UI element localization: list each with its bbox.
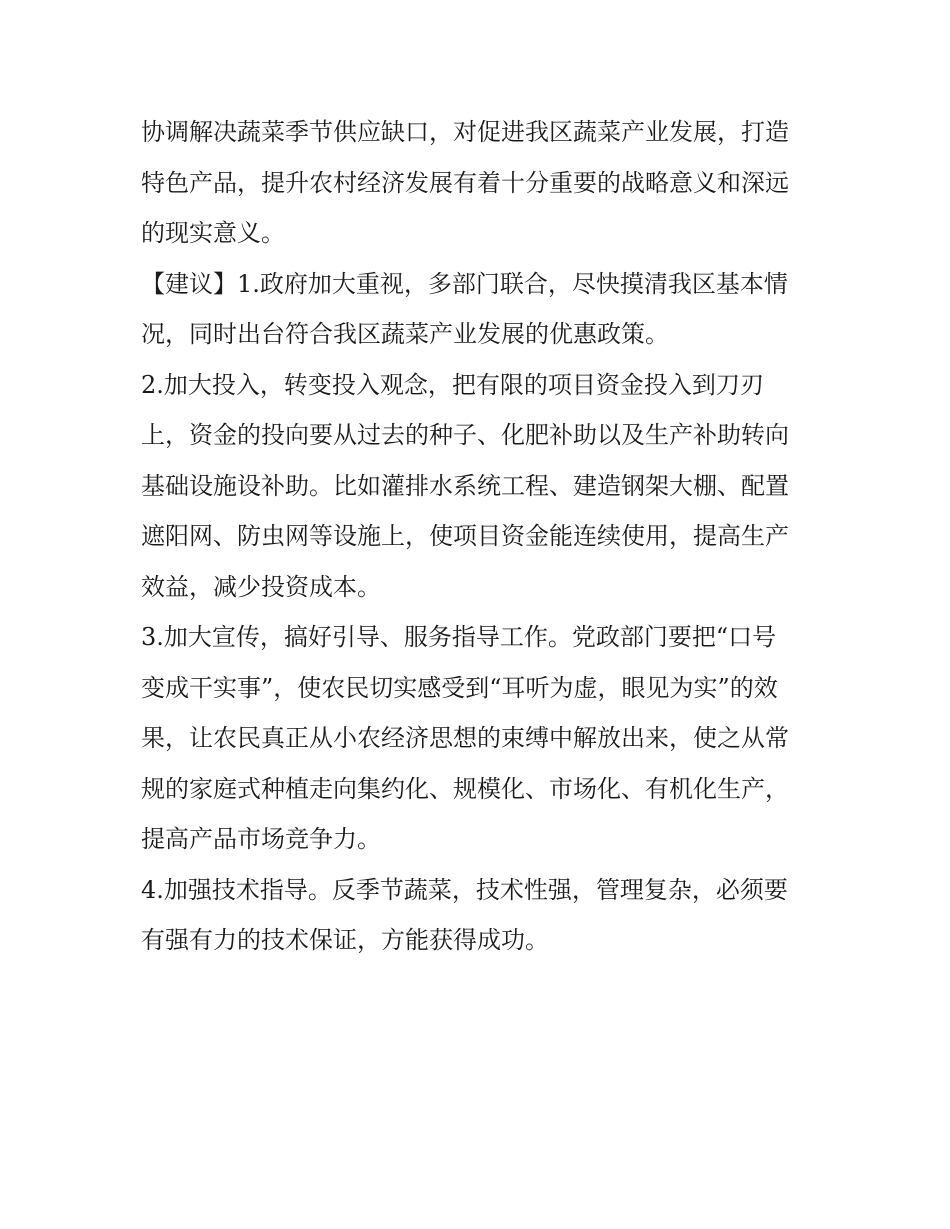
text-line: 3.加大宣传，搞好引导、服务指导工作。党政部门要把“口号 bbox=[141, 623, 777, 651]
text-line: 规的家庭式种植走向集约化、规模化、市场化、有机化生产， bbox=[141, 774, 789, 803]
text-line: 上，资金的投向要从过去的种子、化肥补助以及生产补助转向 bbox=[141, 421, 789, 449]
text-line: 提高产品市场竞争力。 bbox=[141, 825, 381, 853]
text-line: 4.加强技术指导。反季节蔬菜，技术性强，管理复杂，必须要 bbox=[141, 875, 788, 904]
text-line: 【建议】1.政府加大重视，多部门联合，尽快摸清我区基本情 bbox=[141, 269, 788, 298]
text-line: 变成干实事”，使农民切实感受到“耳听为虚，眼见为实”的效 bbox=[141, 673, 778, 702]
text-line: 的现实意义。 bbox=[141, 219, 285, 247]
text-line: 2.加大投入，转变投入观念，把有限的项目资金投入到刀刃 bbox=[141, 370, 764, 399]
document-body bbox=[141, 107, 821, 966]
text-line: 效益，减少投资成本。 bbox=[141, 572, 381, 601]
text-line: 基础设施设补助。比如灌排水系统工程、建造钢架大棚、配置 bbox=[141, 471, 789, 500]
text-line: 有强有力的技术保证，方能获得成功。 bbox=[141, 926, 549, 954]
text-line: 况，同时出台符合我区蔬菜产业发展的优惠政策。 bbox=[141, 320, 669, 348]
text-line: 协调解决蔬菜季节供应缺口，对促进我区蔬菜产业发展，打造 bbox=[141, 118, 789, 146]
text-line: 果，让农民真正从小农经济思想的束缚中解放出来，使之从常 bbox=[141, 724, 789, 752]
text-line: 遮阳网、防虫网等设施上，使项目资金能连续使用，提高生产 bbox=[141, 522, 789, 550]
text-line: 特色产品，提升农村经济发展有着十分重要的战略意义和深远 bbox=[141, 168, 789, 197]
